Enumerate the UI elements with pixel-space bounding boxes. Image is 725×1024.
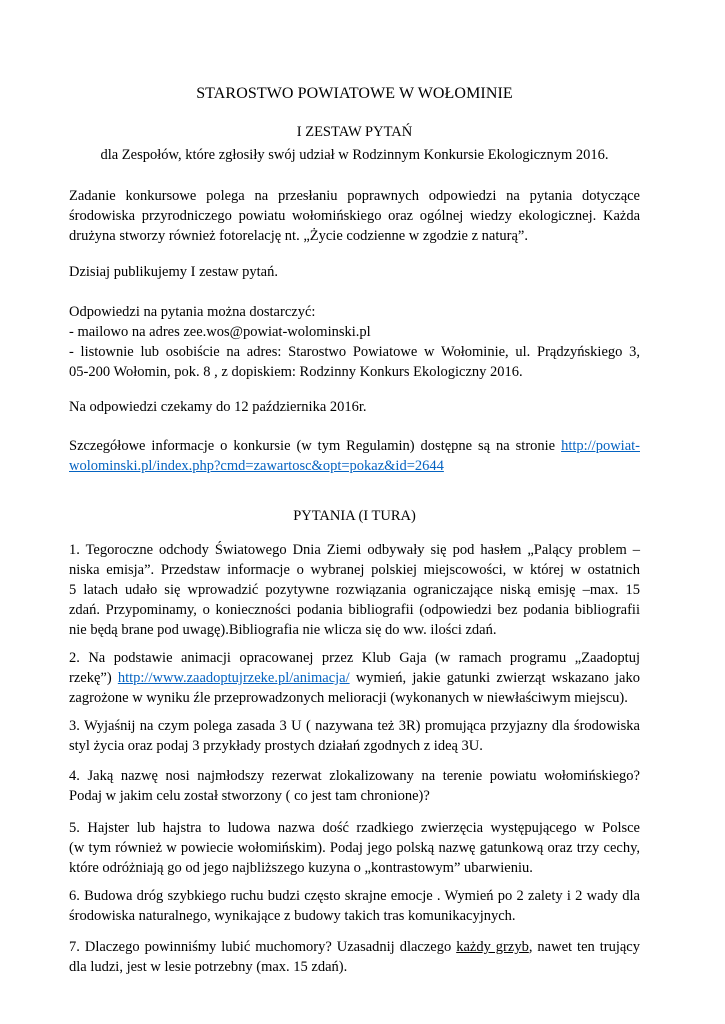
regulations-link-cont[interactable]: wolominski.pl/index.php?cmd=zawartosc&opt=pokaz&id=2644	[69, 458, 444, 474]
question-line: 2. Na podstawie animacji opracowanej przez Klub Gaja (w ramach programu „Zaadoptuj	[69, 650, 640, 666]
set-subtitle: dla Zespołów, które zgłosiły swój udział w Rodzinnym Konkursie Ekologicznym 2016.	[100, 147, 609, 163]
question-line: 1. Tegoroczne odchody Światowego Dnia Ziemi odbywały się pod hasłem „Palący problem –	[69, 542, 640, 558]
question-line: 5. Hajster lub hajstra to ludowa nazwa dość rzadkiego zwierzęcia występującego w Polsce	[69, 820, 640, 836]
question-line: 5 latach udało się wprowadzić pozytywne rozwiązania ograniczające niską emisję –max. 15	[69, 582, 640, 598]
details-paragraph	[69, 436, 640, 476]
emphasis-underline: każdy grzyb	[456, 939, 529, 955]
question-line: zagrożone w wyniku źle przeprowadzonych melioracji (wykonanych w niewłaściwym miejscu).	[69, 690, 628, 706]
page-title: STAROSTWO POWIATOWE W WOŁOMINIE	[196, 85, 513, 102]
intro-line: Zadanie konkursowe polega na przesłaniu poprawnych odpowiedzi na pytania dotyczące	[69, 188, 640, 204]
questions-heading: PYTANIA (I TURA)	[293, 508, 416, 524]
publish-note: Dzisiaj publikujemy I zestaw pytań.	[69, 264, 278, 280]
question-text: , nawet ten trujący	[528, 939, 640, 955]
delivery-paragraph	[69, 302, 640, 382]
set-title: I ZESTAW PYTAŃ	[296, 124, 413, 140]
question-4	[69, 766, 640, 806]
details-line	[69, 436, 640, 456]
regulations-link[interactable]: http://powiat-	[561, 438, 640, 454]
question-3	[69, 716, 640, 756]
delivery-post: - listownie lub osobiście na adres: Starostwo Powiatowe w Wołominie, ul. Prądzyńskiego 3,	[69, 344, 640, 360]
question-6	[69, 886, 640, 926]
question-line: 4. Jaką nazwę nosi najmłodszy rezerwat zlokalizowany na terenie powiatu wołomińskiego?	[69, 768, 640, 784]
deadline-note: Na odpowiedzi czekamy do 12 października 2016r.	[69, 399, 367, 415]
delivery-post: 05-200 Wołomin, pok. 8 , z dopiskiem: Rodzinny Konkurs Ekologiczny 2016.	[69, 364, 523, 380]
question-text: wymień, jakie gatunki zwierząt wskazano jako	[355, 670, 640, 686]
question-7	[69, 937, 640, 977]
question-2	[69, 648, 640, 708]
question-line: (w tym również w powiecie wołomińskim). Podaj jego polską nazwę gatunkową oraz trzy cechy,	[69, 840, 640, 856]
question-line: Podaj w jakim celu został stworzony ( co jest tam chronione)?	[69, 788, 430, 804]
animation-link[interactable]: http://www.zaadoptujrzeke.pl/animacja/	[117, 670, 350, 686]
question-line	[69, 668, 640, 688]
question-line: środowiska naturalnego, wynikające z budowy takich tras komunikacyjnych.	[69, 908, 516, 924]
question-line: które odróżniają go od jego najbliższego kuzyna o „kontrastowym” ubarwieniu.	[69, 860, 533, 876]
delivery-heading: Odpowiedzi na pytania można dostarczyć:	[69, 304, 316, 320]
question-text: rzekę”)	[69, 670, 112, 686]
delivery-email: - mailowo na adres zee.wos@powiat-wolominski.pl	[69, 324, 371, 340]
question-line: styl życia oraz podaj 3 przykłady prostych działań zgodnych z ideą 3U.	[69, 738, 483, 754]
question-line: zdań. Przypominamy, o konieczności podania bibliografii (odpowiedzi bez podania bibliografii	[69, 602, 640, 618]
intro-line: środowiska przyrodniczego powiatu wołomińskiego oraz ogólnej wiedzy ekologicznej. Każda	[69, 208, 640, 224]
intro-paragraph	[69, 186, 640, 246]
question-line	[69, 937, 640, 957]
question-line: 3. Wyjaśnij na czym polega zasada 3 U ( nazywana też 3R) promująca przyjazny dla środowiska	[69, 718, 640, 734]
question-text: 7. Dlaczego powinniśmy lubić muchomory? Uzasadnij dlaczego	[69, 939, 452, 955]
question-line: 6. Budowa dróg szybkiego ruchu budzi często skrajne emocje . Wymień po 2 zalety i 2 wady dla	[69, 888, 640, 904]
intro-line: drużyna stworzy również fotorelację nt. „Życie codzienne w zgodzie z naturą”.	[69, 228, 528, 244]
details-line	[69, 456, 640, 476]
question-line: dla ludzi, jest w lesie potrzebny (max. 15 zdań).	[69, 959, 348, 975]
question-5	[69, 818, 640, 878]
question-line: niska emisja”. Przedstaw informacje o wybranej polskiej miejscowości, w której w ostatnich	[69, 562, 640, 578]
question-line: nie będą brane pod uwagę).Bibliografia nie wlicza się do ww. ilości zdań.	[69, 622, 497, 638]
details-text: Szczegółowe informacje o konkursie (w tym Regulamin) dostępne są na stronie	[69, 438, 556, 454]
question-1	[69, 540, 640, 640]
